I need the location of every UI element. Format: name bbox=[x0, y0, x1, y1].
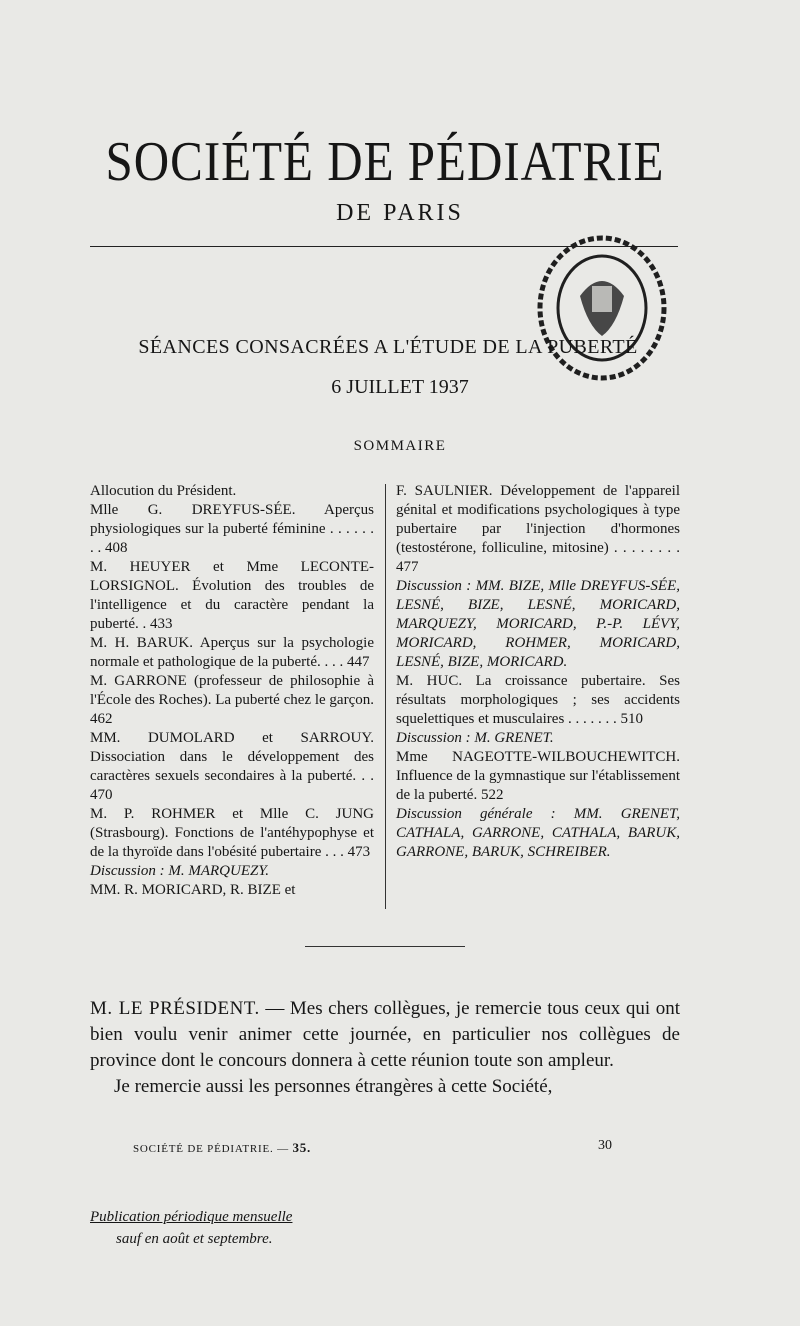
journal-subtitle: DE PARIS bbox=[336, 200, 464, 226]
discussion-entry: Discussion : M. MARQUEZY. bbox=[90, 863, 270, 879]
contents-left-column bbox=[90, 482, 374, 900]
sommaire-heading: SOMMAIRE bbox=[353, 438, 447, 454]
publication-line: sauf en août et septembre. bbox=[116, 1231, 273, 1247]
contents-right-column bbox=[396, 482, 680, 862]
contents-entry: F. SAULNIER. Développement de l'appareil génital et modifications psychologiques à type pubertaire par l'injection d'hormones (testostérone, folliculine, mitosine) . . . . . . . . 477 bbox=[396, 483, 680, 575]
body-text bbox=[90, 996, 680, 1100]
column-divider bbox=[385, 484, 386, 909]
contents-entry: Mlle G. DREYFUS-SÉE. Aperçus physiologiques sur la puberté féminine . . . . . . . . 408 bbox=[90, 502, 374, 556]
contents-entry: M. H. BARUK. Aperçus sur la psychologie normale et pathologique de la puberté. . . . 447 bbox=[90, 635, 374, 670]
contents-entry: MM. R. MORICARD, R. BIZE et bbox=[90, 882, 296, 898]
contents-entry: M. HEUYER et Mme LECONTE-LORSIGNOL. Évolution des troubles de l'intelligence et du caractère pendant la puberté. . 433 bbox=[90, 559, 374, 632]
discussion-entry: Discussion : MM. BIZE, Mlle DREYFUS-SÉE, LESNÉ, BIZE, LESNÉ, MORICARD, MARQUEZY, MORICARD, P.-P. LÉVY, MORICARD, ROHMER, MORICARD, LESNÉ, BIZE, MORICARD. bbox=[396, 578, 680, 670]
session-heading: SÉANCES CONSACRÉES A L'ÉTUDE DE LA PUBERTÉ bbox=[138, 336, 638, 358]
body-paragraph: Je remercie aussi les personnes étrangères à cette Société, bbox=[114, 1076, 553, 1097]
discussion-entry: Discussion : M. GRENET. bbox=[396, 730, 554, 746]
publication-note bbox=[90, 1206, 390, 1250]
contents-entry: Mme NAGEOTTE-WILBOUCHEWITCH. Influence de la gymnastique sur l'établissement de la puberté. 522 bbox=[396, 749, 680, 803]
contents-entry: M. P. ROHMER et Mlle C. JUNG (Strasbourg). Fonctions de l'antéhypophyse et de la thyroïde dans l'obésité pubertaire . . . 473 bbox=[90, 806, 374, 860]
session-date: 6 JUILLET 1937 bbox=[331, 376, 469, 398]
body-paragraph-text: — Mes chers collègues, je remercie tous ceux qui ont bien voulu venir animer cette journée, en particulier nos collègues de province dont le concours donnera à cette réunion toute son ampleur. bbox=[90, 998, 681, 1071]
discussion-entry: Discussion générale : MM. GRENET, CATHALA, GARRONE, CATHALA, BARUK, GARRONE, BARUK, SCHREIBER. bbox=[396, 806, 680, 860]
contents-entry: M. GARRONE (professeur de philosophie à l'École des Roches). La puberté chez le garçon. 462 bbox=[90, 673, 374, 727]
contents-entry: M. HUC. La croissance pubertaire. Ses résultats morphologiques ; ses accidents squelettiques et musculaires . . . . . . . 510 bbox=[396, 673, 680, 727]
contents-entry: Allocution du Président. bbox=[90, 483, 237, 499]
section-rule bbox=[305, 946, 465, 947]
journal-footer bbox=[133, 1140, 311, 1156]
body-paragraph bbox=[90, 996, 680, 1074]
footer-journal-name: SOCIÉTÉ DE PÉDIATRIE. — bbox=[133, 1143, 289, 1155]
footer-volume: 35. bbox=[292, 1140, 312, 1155]
page-number: 30 bbox=[598, 1138, 612, 1153]
contents-entry: MM. DUMOLARD et SARROUY. Dissociation dans le développement des caractères sexuels secondaires à la puberté. . . 470 bbox=[90, 730, 374, 803]
speaker-name: M. LE PRÉSIDENT. bbox=[90, 998, 260, 1019]
journal-title: SOCIÉTÉ DE PÉDIATRIE bbox=[105, 129, 665, 193]
publication-line: Publication périodique mensuelle bbox=[90, 1209, 293, 1225]
library-stamp bbox=[530, 226, 674, 390]
